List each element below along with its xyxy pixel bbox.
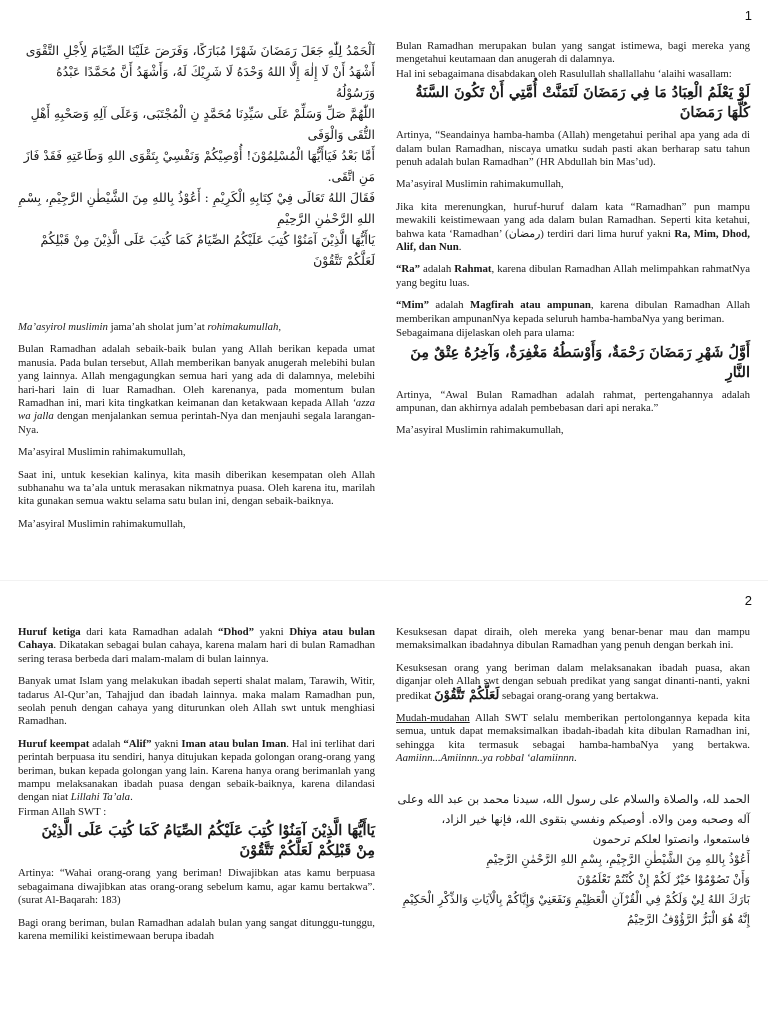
greeting: Ma’asyiral Muslimin rahimakumullah,: [18, 446, 186, 459]
arabic-closing: [396, 789, 750, 929]
page-number: 1: [744, 8, 752, 23]
arabic-line: وَأَنْ تَصُوْمُوْا خَيْرٌ لَكُمْ إِنْ كُنْتُمْ تَعْلَمُوْنَ: [576, 871, 750, 886]
translation: Artinya, “Seandainya hamba-hamba (Allah) mengetahui perihal apa yang ada di dalam bulan Ramadhan, niscaya umatku sudah pasti akan berharap satu tahun penuh adalah bulan Ramadhan” (HR Abdullah bin Mas’ud).: [396, 129, 750, 169]
paragraph: “Ra” adalah Rahmat, karena dibulan Ramadhan Allah melimpahkan rahmatNya yang begitu luas.: [396, 263, 750, 289]
arabic-line: يَاأَيُّهَا الَّذِيْنَ آمَنُوْا كُتِبَ عَلَيْكُمُ الصِّيَامُ كَمَا كُتِبَ عَلَى الَّذِيْنَ مِنْ قَبْلِكُمْ لَعَلَّكُمْ تَتَّقُوْنَ: [40, 232, 375, 268]
paragraph: Saat ini, untuk kesekian kalinya, kita masih diberikan kesempatan oleh Allah subhanahu wa ta’ala untuk merasakan nikmatnya puasa. Oleh karena itu, marilah kita gunakan semua waktu selama satu bulan ini, dengan sebaik-baiknya.: [18, 468, 375, 508]
greeting: Ma’asyiral Muslimin rahimakumullah,: [396, 178, 564, 191]
page-number: 2: [744, 593, 752, 608]
page-2: [0, 580, 768, 1024]
paragraph: Bulan Ramadhan merupakan bulan yang sangat istimewa, bagi mereka yang mengetahui keutamaan dan anugerah di dalamnya.: [396, 40, 750, 66]
quran-verse-arabic: يَاأَيُّهَا الَّذِيْنَ آمَنُوْا كُتِبَ عَلَيْكُمُ الصِّيَامُ كَمَا كُتِبَ عَلَى الَّذِيْنَ مِنْ قَبْلِكُمْ لَعَلَّكُمْ تَتَّقُوْنَ: [41, 822, 375, 860]
hadith-arabic: لَوْ يَعْلَمُ الْعِبَادُ مَا فِي رَمَضَانَ لَتَمَنَّتْ أُمَّتِي أَنْ تَكُونَ السَّنَةُ كُلَّهَا رَمَضَانَ: [415, 84, 750, 122]
paragraph: Huruf ketiga dari kata Ramadhan adalah “Dhod” yakni Dhiya atau bulan Cahaya. Dikatakan sebagai bulan cahaya, karena malam hari di bulan Ramadhan sering terasa berbeda dari malam-malam di bulan lainnya.: [18, 626, 376, 665]
page-1-right-column: [396, 40, 750, 447]
paragraph: Jika kita merenungkan, huruf-huruf dalam kata “Ramadhan” pun mampu mewakili keistimewaan yang ada dalam bulan Ramadhan. Seperti kita ketahui, bahwa kata ‘Ramadhan’ (رمضان) terdiri dari lima huruf yakni Ra, Mim, Dhod, Alif, dan Nun.: [396, 200, 750, 254]
arabic-opening: [18, 40, 375, 271]
page-2-left-column: [18, 626, 375, 952]
greeting: Ma’asyiral Muslimin rahimakumullah,: [18, 517, 186, 530]
paragraph: Bulan Ramadhan adalah sebaik-baik bulan yang Allah berikan kepada umat manusia. Pada bulan tersebut, Allah memberikan banyak anugerah melebihi bulan yang lainnya. Allah mengagungkan semua hari yang ada di dalamnya, melebihi hari-hari lain di luar Ramadhan. Oleh karenanya, pada momentum bulan Ramadhan ini, mari kita tingkatkan keimanan dan ketakwaan kepada Allah ‘azza wa jalla dengan menjalankan semua perintah-Nya dan menjauhi segala larangan-Nya.: [18, 343, 375, 436]
arabic-line: أَمَّا بَعْدُ فَيَاأَيُّهَا الْمُسْلِمُوْنَ! أُوْصِيْكُمْ وَنَفْسِيْ بِتَقْوَى اللهِ وَطَاعَتِهِ فَقَدْ فَازَ مَنِ اتَّقَى.: [23, 148, 375, 184]
paragraph: Kesuksesan dapat diraih, oleh mereka yang benar-benar mau dan mampu memaksimalkan ibadahnya dibulan Ramadhan yang penuh dengan berkah ini.: [396, 626, 750, 652]
paragraph: “Mim” adalah Magfirah atau ampunan, karena dibulan Ramadhan Allah memberikan ampunanNya kepada seluruh hamba-hambaNya yang beriman.: [396, 299, 750, 325]
arabic-line: الحمد لله، والصلاة والسلام على رسول الله، سيدنا محمد بن عبد الله وعلى آله وصحبه ومن والاه. أوصيكم ونفسي بتقوى الله، فإنها خير الزاد، فاستمعوا، وانصتوا لعلكم ترحمون: [397, 791, 750, 846]
paragraph: Sebagaimana dijelaskan oleh para ulama:: [396, 327, 575, 340]
page-2-right-column: [396, 626, 750, 933]
paragraph: Hal ini sebagaimana disabdakan oleh Rasulullah shallallahu ‘alaihi wasallam:: [396, 67, 732, 80]
greeting: Ma’asyirol muslimin jama’ah sholat jum’at rohimakumullah,: [18, 321, 282, 333]
arabic-inline-phrase: لَعَلَّكُمْ تَتَّقُوْنَ: [434, 687, 500, 703]
paragraph: Firman Allah SWT :: [18, 805, 107, 818]
paragraph: Banyak umat Islam yang melakukan ibadah seperti shalat malam, Tarawih, Witir, tadarus Al-Qur’an, Tahajjud dan ibadah lainnya. maka malam Ramadhan pun, seolah penuh dengan cahaya yang diturunkan oleh Allah swt untuk menghiasi Ramadhan.: [18, 675, 375, 728]
arabic-line: فَقَالَ اللهُ تَعَالَى فِيْ كِتَابِهِ الْكَرِيْمِ : أَعُوْذُ بِاللهِ مِنَ الشَّيْطٰنِ الرَّجِيْمِ، بِسْمِ اللهِ الرَّحْمٰنِ الرَّحِيْمِ: [18, 190, 375, 226]
paragraph: Bagi orang beriman, bulan Ramadhan adalah bulan yang sangat ditunggu-tunggu, karena memiliki keistimewaan berupa ibadah: [18, 916, 375, 942]
page-1-left-column: [18, 40, 375, 540]
paragraph: Kesuksesan orang yang beriman dalam melaksanakan ibadah puasa, akan diganjar oleh Allah swt dengan sebuah predikat yang sangat dinanti-nanti, yakni predikat لَعَلَّكُمْ تَتَّقُوْنَ sebagai orang-orang yang bertakwa.: [396, 661, 750, 703]
arabic-line: أَشْهَدُ أَنْ لَا إِلٰهَ إِلَّا اللهُ وَحْدَهُ لَا شَرِيْكَ لَهُ، وَأَشْهَدُ أَنَّ مُحَمَّدًا عَبْدُهُ وَرَسُوْلُهُ: [56, 64, 375, 100]
translation: Artinya: “Wahai orang-orang yang beriman! Diwajibkan atas kamu berpuasa sebagaimana diwajibkan atas orang-orang sebelum kamu, agar kamu bertakwa”. (surat Al-Baqarah: 183): [18, 867, 375, 907]
arabic-line: اللّٰهُمَّ صَلِّ وَسَلِّمْ عَلَى سَيِّدِنَا مُحَمَّدٍ نِ الْمُجْتَبَى، وَعَلَى آلِهِ وَصَحْبِهِ أَهْلِ التُّقَى وَالْوَفَى: [30, 106, 375, 142]
hadith-arabic: أَوَّلُ شَهْرِ رَمَضَانَ رَحْمَةٌ، وَأَوْسَطُهُ مَغْفِرَةٌ، وَآخِرُهُ عِتْقٌ مِنَ النَّارِ: [410, 343, 750, 381]
greeting: Ma’asyiral Muslimin rahimakumullah,: [396, 424, 564, 437]
arabic-line: بَارَكَ اللهُ لِيْ وَلَكُمْ فِي الْقُرْآنِ الْعَظِيْمِ وَنَفَعَنِيْ وَإِيَّاكُمْ بِالْآيَاتِ وَالذِّكْرِ الْحَكِيْمِ إِنَّهُ هُوَ الْبَرُّ الرَّؤُوْفُ الرَّحِيْمُ: [402, 891, 750, 926]
arabic-line: أَعُوْذُ بِاللهِ مِنَ الشَّيْطٰنِ الرَّجِيْمِ، بِسْمِ اللهِ الرَّحْمٰنِ الرَّحِيْمِ: [486, 851, 750, 866]
arabic-line: اَلْحَمْدُ لِلّٰهِ جَعَلَ رَمَضَانَ شَهْرًا مُبَارَكًا، وَفَرَضَ عَلَيْنَا الصِّيَامَ لِأَجْلِ التَّقْوَى: [25, 43, 375, 58]
translation: Artinya, “Awal Bulan Ramadhan adalah rahmat, pertengahannya adalah ampunan, dan akhirnya adalah pembebasan dari api neraka.”: [396, 388, 750, 414]
paragraph: Huruf keempat adalah “Alif” yakni Iman atau bulan Iman. Hal ini terlihat dari perintah berpuasa itu sendiri, hanya ditujukan kepada golongan orang-orang yang beriman, bukan kepada golongan yang lain. Karena hanya orang berimanlah yang mampu melaksanakan ibadah puasa dengan sebaik-baiknya, karena dilandasi dengan niat Lillahi Ta’ala.: [18, 737, 376, 804]
paragraph: Mudah-mudahan Allah SWT selalu memberikan pertolongannya kepada kita semua, untuk dapat memaksimalkan ibadah-ibadah kita dibulan Ramadhan ini, sehingga kita termasuk sebagai hamba-hambaNya yang bertakwa. Aamiinn...Amiinnn..ya robbal ‘alamiinnn.: [396, 712, 750, 765]
